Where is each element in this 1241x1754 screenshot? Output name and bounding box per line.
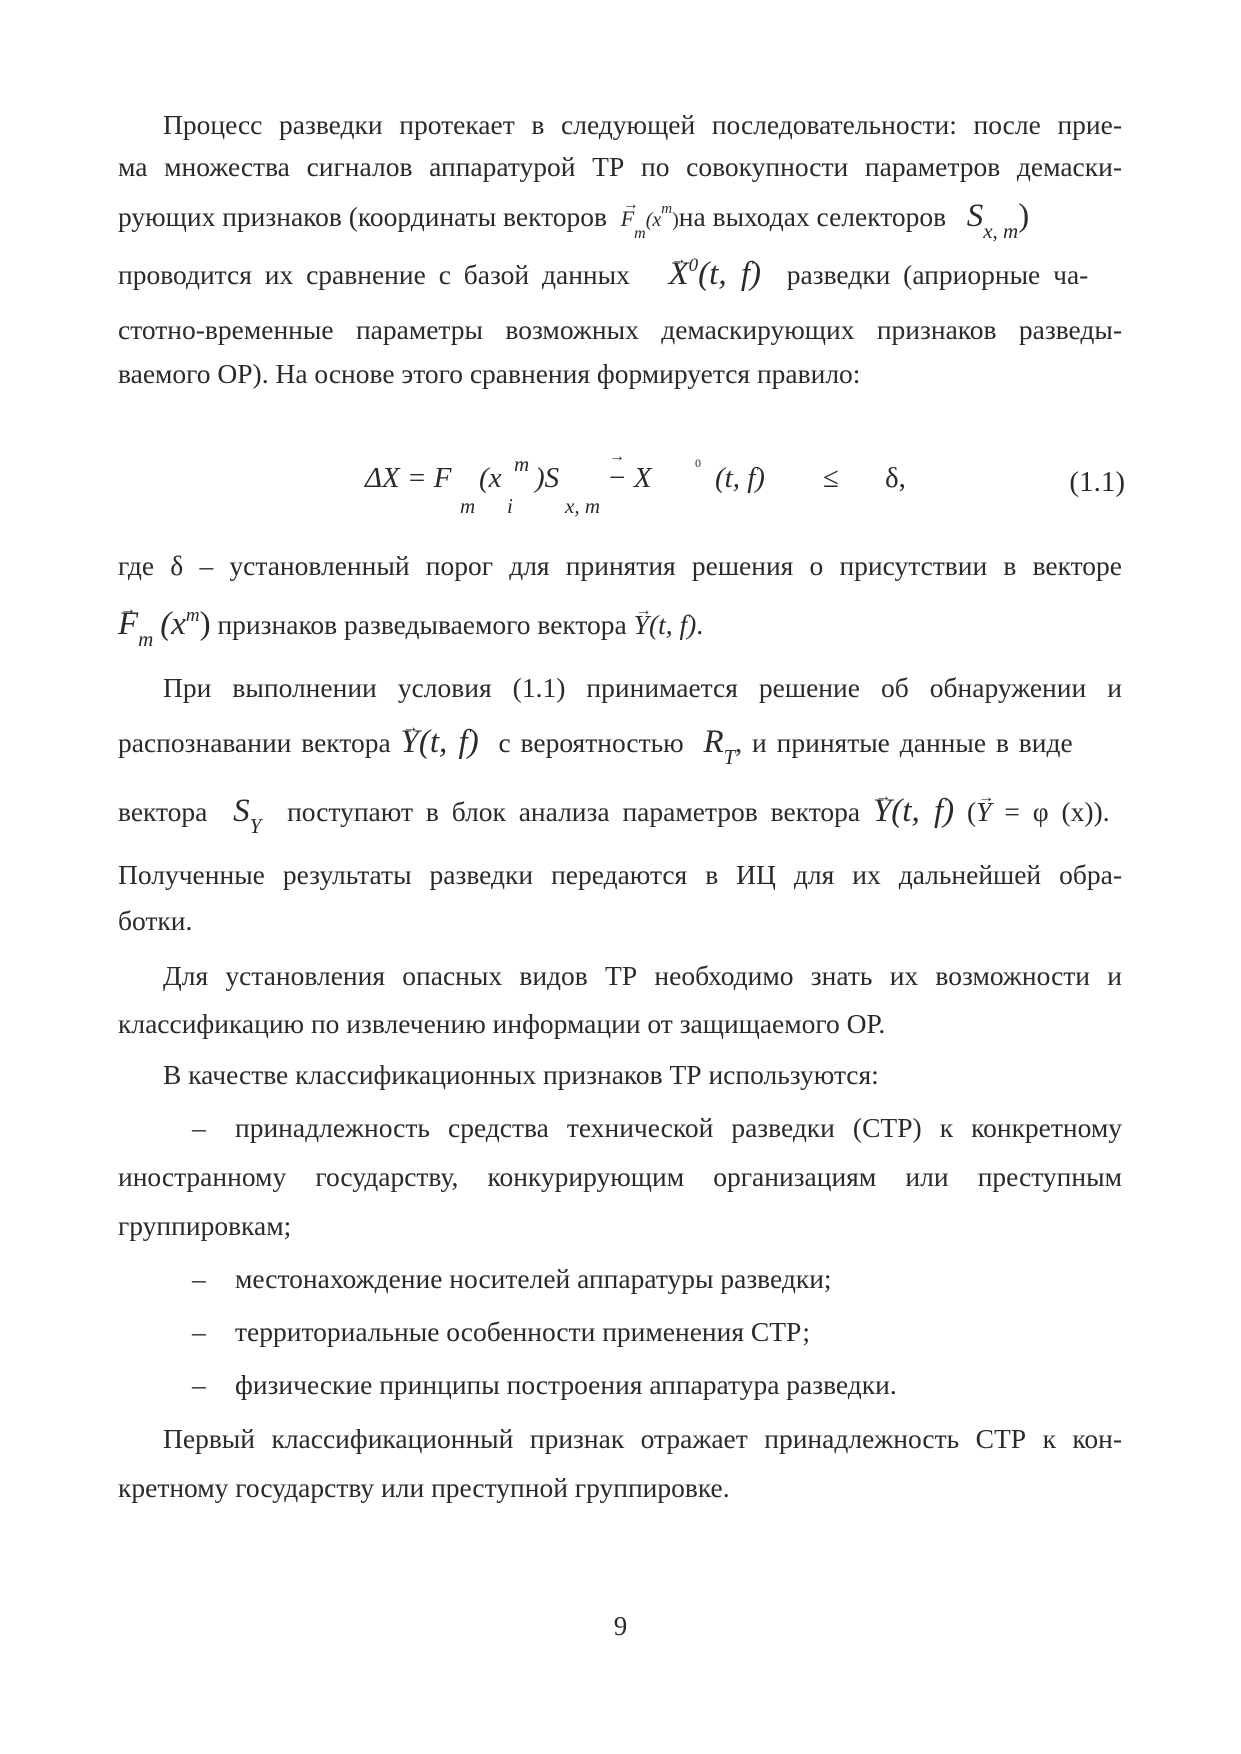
- paragraph-1-line-4: [118, 254, 1122, 299]
- math-close: ): [199, 606, 211, 642]
- math-sub-Y: Y: [249, 814, 262, 838]
- formula-x: (x: [479, 462, 502, 494]
- bullet-dash: –: [192, 1263, 206, 1294]
- math-sup: m: [661, 201, 673, 217]
- paragraph-2-line-1: где δ – установленный порог для принятия решения о присутствии в векторе: [118, 550, 1122, 581]
- bullet-item-3: территориальные особенности применения СТР;: [235, 1316, 810, 1347]
- math-paren-x: (x: [160, 606, 186, 642]
- math-tf: (t, f): [418, 724, 479, 760]
- paragraph-3-line-3: вектора $S_Y$ поступают в блок анализа параметров вектора → Y(t, f) (→ Y = φ (x)).: [118, 791, 1122, 834]
- paragraph-1-line-1: Процесс разведки протекает в следующей последовательности: после прие-: [163, 109, 1122, 140]
- formula-sub-m: m: [460, 494, 476, 518]
- paragraph-3-line-1: При выполнении условия (1.1) принимается решение об обнаружении и: [163, 672, 1122, 703]
- math-sub: m: [138, 627, 154, 651]
- text-fragment: рующих признаков (координаты векторов: [118, 201, 607, 232]
- math-sub-xm: x, m: [983, 219, 1019, 243]
- text-fragment: проводится их сравнение с базой данных: [118, 259, 630, 290]
- text-fragment: .: [696, 609, 704, 640]
- math-vector-Y: → Y: [873, 791, 891, 831]
- paragraph-1-line-6: ваемого ОР). На основе этого сравнения формируется правило:: [118, 358, 861, 389]
- math-tf: (t, f): [698, 256, 761, 292]
- formula-close-s: )S: [535, 462, 560, 494]
- formula-leq: ≤: [823, 462, 839, 494]
- math-vector-Y: → Y: [976, 792, 991, 832]
- equation-number: (1.1): [1069, 466, 1125, 498]
- math-close: ): [1018, 198, 1030, 234]
- math-vector-Y: → Y: [634, 605, 649, 645]
- math-vector-Y: → Y: [401, 722, 419, 762]
- math-paren-x: (x: [645, 209, 662, 231]
- paragraph-4-line-1: Для установления опасных видов ТР необходимо знать их возможности и: [163, 960, 1122, 991]
- math-S: S: [966, 198, 984, 234]
- bullet-dash: –: [192, 1369, 206, 1400]
- text-fragment: распознавании вектора: [118, 727, 391, 758]
- paragraph-3-line-5: ботки.: [118, 905, 193, 936]
- math-sub-T: T: [723, 745, 736, 769]
- text-fragment: , и принятые данные в виде: [735, 727, 1073, 758]
- paragraph-5-line-1: В качестве классификационных признаков ТР используются:: [163, 1059, 879, 1090]
- math-tf: (t, f): [648, 609, 697, 640]
- text-fragment: на выходах селекторов: [678, 201, 947, 232]
- formula-1-1: [365, 452, 1125, 532]
- math-phi: = φ (x)).: [1004, 796, 1110, 827]
- text-fragment: с вероятностью: [498, 727, 684, 758]
- paragraph-6-line-1: Первый классификационный признак отражает принадлежность СТР к кон-: [163, 1423, 1122, 1454]
- paragraph-4-line-2: классификацию по извлечению информации от защищаемого ОР.: [118, 1008, 886, 1039]
- math-vector-F: → F: [621, 199, 634, 239]
- text-fragment: разведки (априорные ча-: [786, 259, 1089, 290]
- page-number: 9: [613, 1611, 628, 1641]
- formula-delta: δ,: [885, 462, 906, 494]
- math-sup: m: [185, 605, 200, 626]
- paragraph-3-line-2: [118, 722, 1122, 769]
- math-R: R: [703, 724, 724, 760]
- bullet-item-1-line-3: группировкам;: [118, 1210, 292, 1241]
- paragraph-1-line-5: стотно-временные параметры возможных демаскирующих признаков разведы-: [118, 314, 1122, 345]
- bullet-item-4: физические принципы построения аппаратура разведки.: [235, 1369, 897, 1400]
- formula-sub-i: i: [507, 494, 513, 518]
- math-tf: (t, f): [891, 793, 955, 829]
- formula-sub-xm: x, m: [565, 494, 600, 518]
- text-fragment: поступают в блок анализа параметров вектора: [287, 796, 861, 827]
- math-close: ): [672, 209, 679, 231]
- bullet-dash: –: [192, 1316, 206, 1347]
- math-S: S: [233, 793, 250, 829]
- math-vector-X: → X: [669, 254, 689, 294]
- formula-sup-0: 0: [695, 456, 701, 470]
- bullet-dash: –: [192, 1112, 206, 1143]
- paragraph-6-line-2: кретному государству или преступной группировке.: [118, 1472, 730, 1503]
- math-sup: 0: [688, 255, 699, 276]
- bullet-item-1-line-2: иностранному государству, конкурирующим организациям или преступным: [118, 1161, 1122, 1192]
- paragraph-3-line-4: Полученные результаты разведки передаются в ИЦ для их дальнейшей обра-: [118, 859, 1122, 890]
- paragraph-1-line-3: [118, 196, 1122, 242]
- formula-sup-m: m: [514, 452, 530, 476]
- text-fragment: вектора: [118, 796, 208, 827]
- paragraph-2-line-2: [118, 604, 1122, 649]
- math-sub: m: [634, 225, 646, 242]
- math-vector-F: → F: [118, 604, 138, 644]
- bullet-item-1-line-1: принадлежность средства технической разведки (СТР) к конкретному: [235, 1112, 1122, 1143]
- formula-lhs: ΔX = F: [365, 462, 452, 494]
- bullet-item-2: местонахождение носителей аппаратуры разведки;: [235, 1263, 832, 1294]
- text-fragment: признаков разведываемого вектора: [217, 609, 627, 640]
- paragraph-1-line-2: ма множества сигналов аппаратурой ТР по совокупности параметров демаски-: [118, 151, 1122, 182]
- formula-tf: (t, f): [715, 462, 765, 494]
- formula-minus-x: → − X: [607, 462, 652, 495]
